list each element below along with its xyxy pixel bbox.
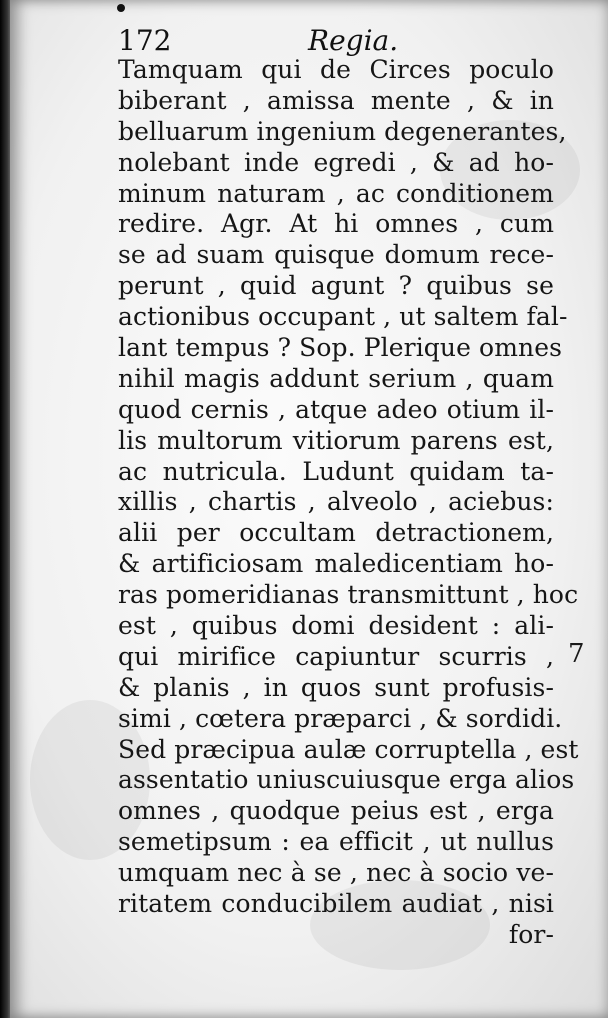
text-line: lant tempus ? Sop. Plerique omnes [118,333,563,363]
text-line: perunt , quid agunt ? quibus se [118,271,554,301]
text-line: qui mirifice capiuntur scurris , [118,641,554,671]
text-line: ac nutricula. Ludunt quidam ta- [118,456,554,486]
text-line: quod cernis , atque adeo otium il- [118,394,554,424]
text-line: redire. Agr. At hi omnes , cum [118,209,554,239]
text-line: actionibus occupant , ut saltem fal- [118,302,568,332]
text-line: ras pomeridianas transmittunt , hoc [118,580,579,610]
text-line: semetipsum : ea efficit , ut nullus [118,827,554,857]
text-line: nolebant inde egredi , & ad ho- [118,147,554,177]
body-text [118,55,579,951]
margin-note: 7 [568,639,585,669]
running-head: Regia. [308,24,399,57]
text-line: & planis , in quos sunt profusis- [118,672,554,702]
text-line: minum naturam , ac conditionem [118,178,554,208]
text-line: alii per occultam detractionem, [118,518,554,548]
text-line: Tamquam qui de Circes poculo [118,55,554,84]
ink-dot [117,4,125,12]
page-number: 172 [118,24,172,57]
text-line: assentatio uniuscuiusque erga alios [118,765,575,795]
text-line: omnes , quodque peius est , erga [118,796,554,826]
text-line: nihil magis addunt serium , quam [118,363,554,393]
text-line: ritatem conducibilem audiat , nisi [118,889,554,919]
text-line: belluarum ingenium degenerantes, [118,116,567,146]
text-line: & artificiosam maledicentiam ho- [118,549,554,579]
catchword: for- [508,919,554,949]
text-line: Sed præcipua aulæ corruptella , est [118,734,579,764]
text-line: biberant , amissa mente , & in [118,85,554,115]
text-line: simi , cœtera præparci , & sordidi. [118,703,563,733]
text-line: se ad suam quisque domum rece- [118,240,554,270]
text-line: xillis , chartis , alveolo , aciebus: [118,487,554,517]
text-line: umquam nec à se , nec à socio ve- [118,858,554,888]
text-line: lis multorum vitiorum parens est, [118,425,554,455]
text-line: est , quibus domi desident : ali- [118,611,554,641]
